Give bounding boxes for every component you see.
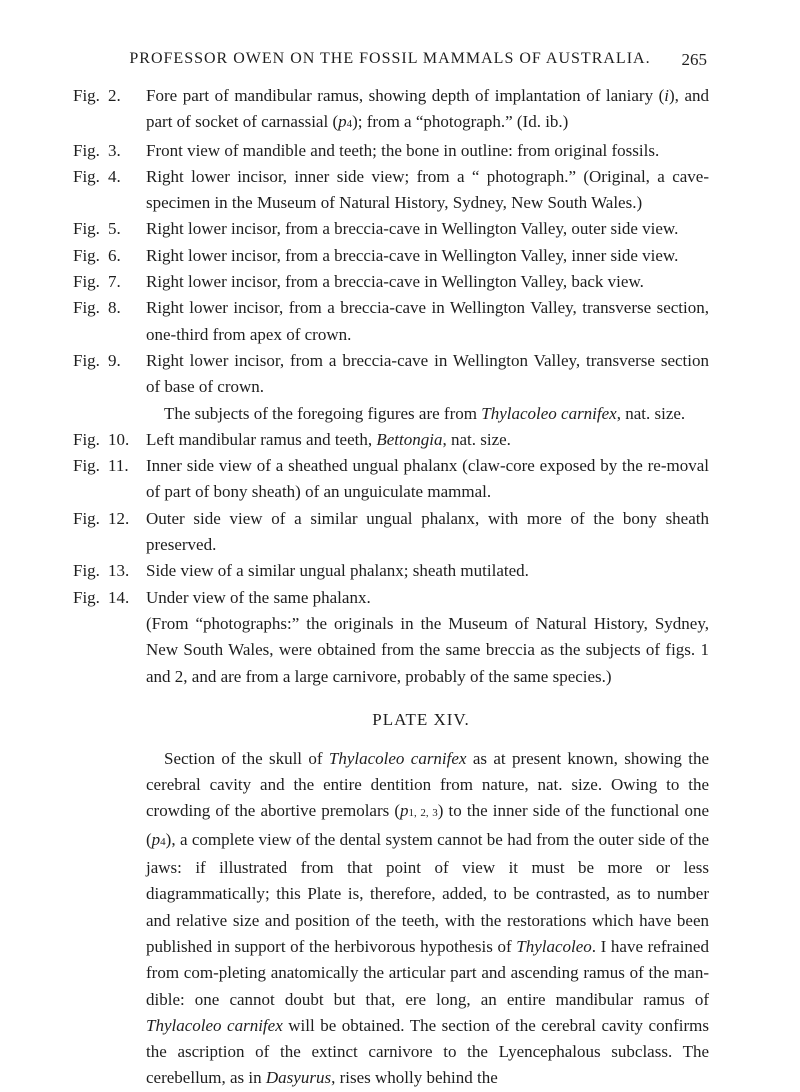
fig-number: 7. <box>108 272 121 292</box>
fig-label: Fig. <box>73 587 100 607</box>
fig-entry-7 <box>73 269 709 295</box>
fig-entry-4 <box>73 164 709 217</box>
fig-number: 12. <box>108 508 130 528</box>
fig-number: 13. <box>108 561 130 581</box>
fig-label: Fig. <box>73 456 100 476</box>
running-header <box>0 50 800 74</box>
fig-number: 9. <box>108 350 121 370</box>
fig-number: 11. <box>108 456 129 476</box>
fig-number: 2. <box>108 86 121 105</box>
fig-caption: Right lower incisor, from a breccia-cave in Wellington Valley, inner side view. <box>146 245 679 265</box>
fig-number: 6. <box>108 245 121 265</box>
fig-caption: Right lower incisor, from a breccia-cave in Wellington Valley, transverse section of base of crown. <box>146 350 709 397</box>
fig-entry-3 <box>73 138 709 164</box>
fig-entry-13 <box>73 558 709 584</box>
fig-entry-5 <box>73 216 709 242</box>
fig-entry-6 <box>73 243 709 269</box>
plate-heading: PLATE XIV. <box>372 709 470 729</box>
fig-entry-2 <box>73 83 709 138</box>
fig-label: Fig. <box>73 350 100 370</box>
fig-label: Fig. <box>73 166 100 186</box>
fig-entry-10 <box>73 427 709 453</box>
fig-caption: Left mandibular ramus and teeth, Bettongia, nat. size. <box>146 429 511 449</box>
fig-caption: Side view of a similar ungual phalanx; sheath mutilated. <box>146 561 529 581</box>
fig-number: 4. <box>108 166 121 186</box>
fig-caption: Right lower incisor, from a breccia-cave in Wellington Valley, back view. <box>146 272 644 292</box>
fig-caption: Inner side view of a sheathed ungual phalanx (claw-core exposed by the re-moval of part of bony sheath) of an unguiculate mammal. <box>146 456 709 502</box>
fig-number: 5. <box>108 219 121 239</box>
fig-caption: Right lower incisor, from a breccia-cave in Wellington Valley, transverse section, one-third from apex of crown. <box>146 298 709 344</box>
fig-caption: Right lower incisor, inner side view; from a “ photograph.” (Original, a cave-specimen in the Museum of Natural History, Sydney, New South Wales.) <box>146 166 709 213</box>
fig-entry-9 <box>73 348 709 401</box>
fig-label: Fig. <box>73 508 100 528</box>
fig-label: Fig. <box>73 298 100 318</box>
fig-label: Fig. <box>73 272 100 292</box>
plate-description: Section of the skull of Thylacoleo carnifex as at present known, showing the cerebral cavity and the entire dentition from nature, nat. size. Owing to the crowding of the abortive premolars (p1, 2, 3) to the inner side of the functional one (p4), a complete view of the dental system cannot be had from the outer side of the jaws: if illustrated from that point of view it must be more or less diagrammatically; this Plate is, therefore, added, to be contrasted, as to number and relative size and position of the teeth, with the restorations which have been published in support of the herbivorous hypothesis of Thylacoleo. I have refrained from com-pleting anatomically the articular part and ascending ramus of the man-dible: one cannot doubt but that, ere long, an entire mandibular ramus of Thylacoleo carnifex will be obtained. The section of the cerebral cavity confirms the ascription of the extinct carnivore to the Lyencephalous subclass. The cerebellum, as in Dasyurus, rises wholly behind the <box>146 748 709 1088</box>
fig-label: Fig. <box>73 429 100 449</box>
fig-caption: Fore part of mandibular ramus, showing depth of implantation of laniary (i), and part of socket of carnassial (p4); from a “photograph.” (Id. ib.) <box>146 86 709 132</box>
page-number: 265 <box>681 50 707 69</box>
fig-caption: Front view of mandible and teeth; the bone in outline: from original fossils. <box>146 140 660 160</box>
figure-captions <box>73 83 709 1092</box>
figures-source-note: The subjects of the foregoing figures are from Thylacoleo carnifex, nat. size. <box>164 403 686 423</box>
fig-entry-12 <box>73 506 709 559</box>
fig-caption: Right lower incisor, from a breccia-cave in Wellington Valley, outer side view. <box>146 219 679 239</box>
fig-label: Fig. <box>73 140 100 160</box>
running-title: PROFESSOR OWEN ON THE FOSSIL MAMMALS OF AUSTRALIA. <box>129 50 651 67</box>
fig-entry-11 <box>73 453 709 506</box>
fig-caption: Under view of the same phalanx. <box>146 587 371 607</box>
fig-label: Fig. <box>73 561 100 581</box>
fig-number: 14. <box>108 587 130 607</box>
fig-label: Fig. <box>73 245 100 265</box>
fig-caption: Outer side view of a similar ungual phalanx, with more of the bony sheath preserved. <box>146 508 709 555</box>
fig-entry-8 <box>73 295 709 348</box>
fig-label: Fig. <box>73 86 100 105</box>
fig-entry-14 <box>73 585 709 611</box>
fig-label: Fig. <box>73 219 100 239</box>
fig-number: 3. <box>108 140 121 160</box>
fig-number: 10. <box>108 429 130 449</box>
photographs-source-note: (From “photographs:” the originals in the Museum of Natural History, Sydney, New South Wales, were obtained from the same breccia as the subjects of figs. 1 and 2, and are from a large carnivore, probably of the same species.) <box>146 613 709 686</box>
fig-number: 8. <box>108 298 121 318</box>
